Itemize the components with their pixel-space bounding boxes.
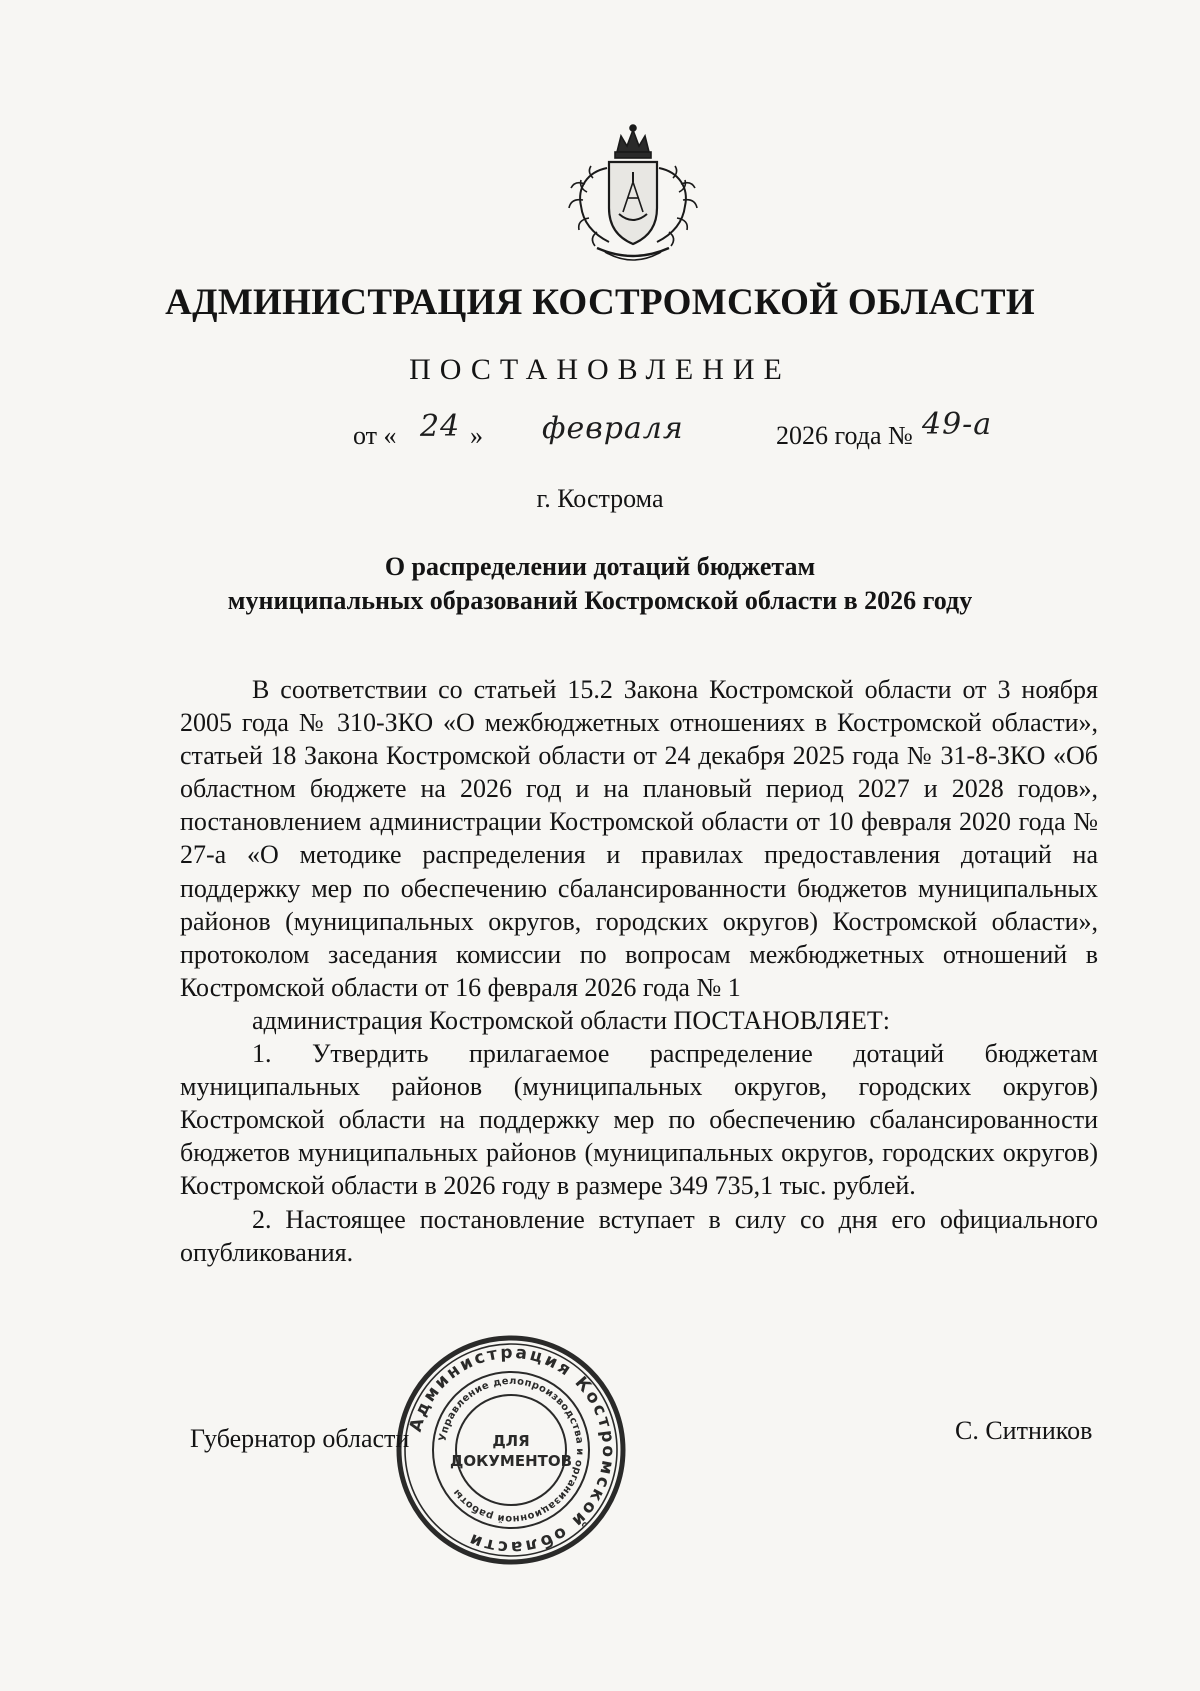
signer-name: С. Ситников	[955, 1416, 1093, 1445]
handwritten-month: февраля	[542, 411, 684, 446]
resolution-paragraph: администрация Костромской области ПОСТАНОВЛЯЕТ:	[252, 1005, 891, 1035]
date-quote-close: »	[470, 421, 483, 450]
svg-text:Администрация Костромской обла	[406, 1343, 618, 1557]
handwritten-day: 24	[420, 409, 461, 444]
organization-title: АДМИНИСТРАЦИЯ КОСТРОМСКОЙ ОБЛАСТИ	[165, 282, 1035, 323]
item-2-paragraph: 2. Настоящее постановление вступает в силу со дня его официального опубликования.	[180, 1204, 1098, 1267]
preamble-paragraph: В соответствии со статьей 15.2 Закона Костромской области от 3 ноября 2005 года № 310-ЗКО «О межбюджетных отношениях в Костромской области», статьей 18 Закона Костромской области от 24 декабря 2025 года № 31-8-ЗКО «Об областном бюджете на 2026 год и на плановый период 2027 и 2028 годов», постановлением администрации Костромской области от 10 февраля 2020 года № 27-а «О методике распределения и правилах предоставления дотаций на поддержку мер по обеспечению сбалансированности бюджетов муниципальных районов (муниципальных округов, городских округов) Костромской области», протоколом заседания комиссии по вопросам межбюджетных отношений в Костромской области от 16 февраля 2026 года № 1	[180, 675, 1098, 1002]
stamp-inner-text: Управление делопроизводства и организационной работы	[437, 1375, 586, 1525]
item-1-paragraph: 1. Утвердить прилагаемое распределение дотаций бюджетам муниципальных районов (муниципальных округов, городских округов) Костромской области на поддержку мер по обеспечению сбалансированности бюджетов муниципальных районов (муниципальных округов, городских округов) Костромской области в 2026 году в размере 349 735,1 тыс. рублей.	[180, 1039, 1098, 1201]
handwritten-number: 49-а	[922, 407, 993, 442]
document-heading	[0, 550, 1200, 618]
date-year-text: 2026 года №	[776, 421, 913, 450]
svg-text:Управление делопроизводства и	[438, 1376, 586, 1524]
heading-line-2: муниципальных образований Костромской области в 2026 году	[227, 586, 973, 615]
stamp-outer-text: Администрация Костромской области	[405, 1342, 619, 1558]
date-line	[0, 407, 1200, 463]
stamp-center-line-1: ДЛЯ	[492, 1432, 530, 1450]
stamp-center-line-2: ДОКУМЕНТОВ	[449, 1452, 573, 1470]
date-prefix: от «	[353, 421, 397, 450]
heading-line-1: О распределении дотаций бюджетам	[384, 552, 816, 581]
official-seal-stamp	[393, 1332, 629, 1568]
city: г. Кострома	[536, 484, 664, 513]
document-type: ПОСТАНОВЛЕНИЕ	[409, 353, 791, 386]
document-body	[180, 673, 1098, 1269]
coat-of-arms-icon	[557, 122, 709, 270]
signer-position: Губернатор области	[190, 1424, 410, 1453]
